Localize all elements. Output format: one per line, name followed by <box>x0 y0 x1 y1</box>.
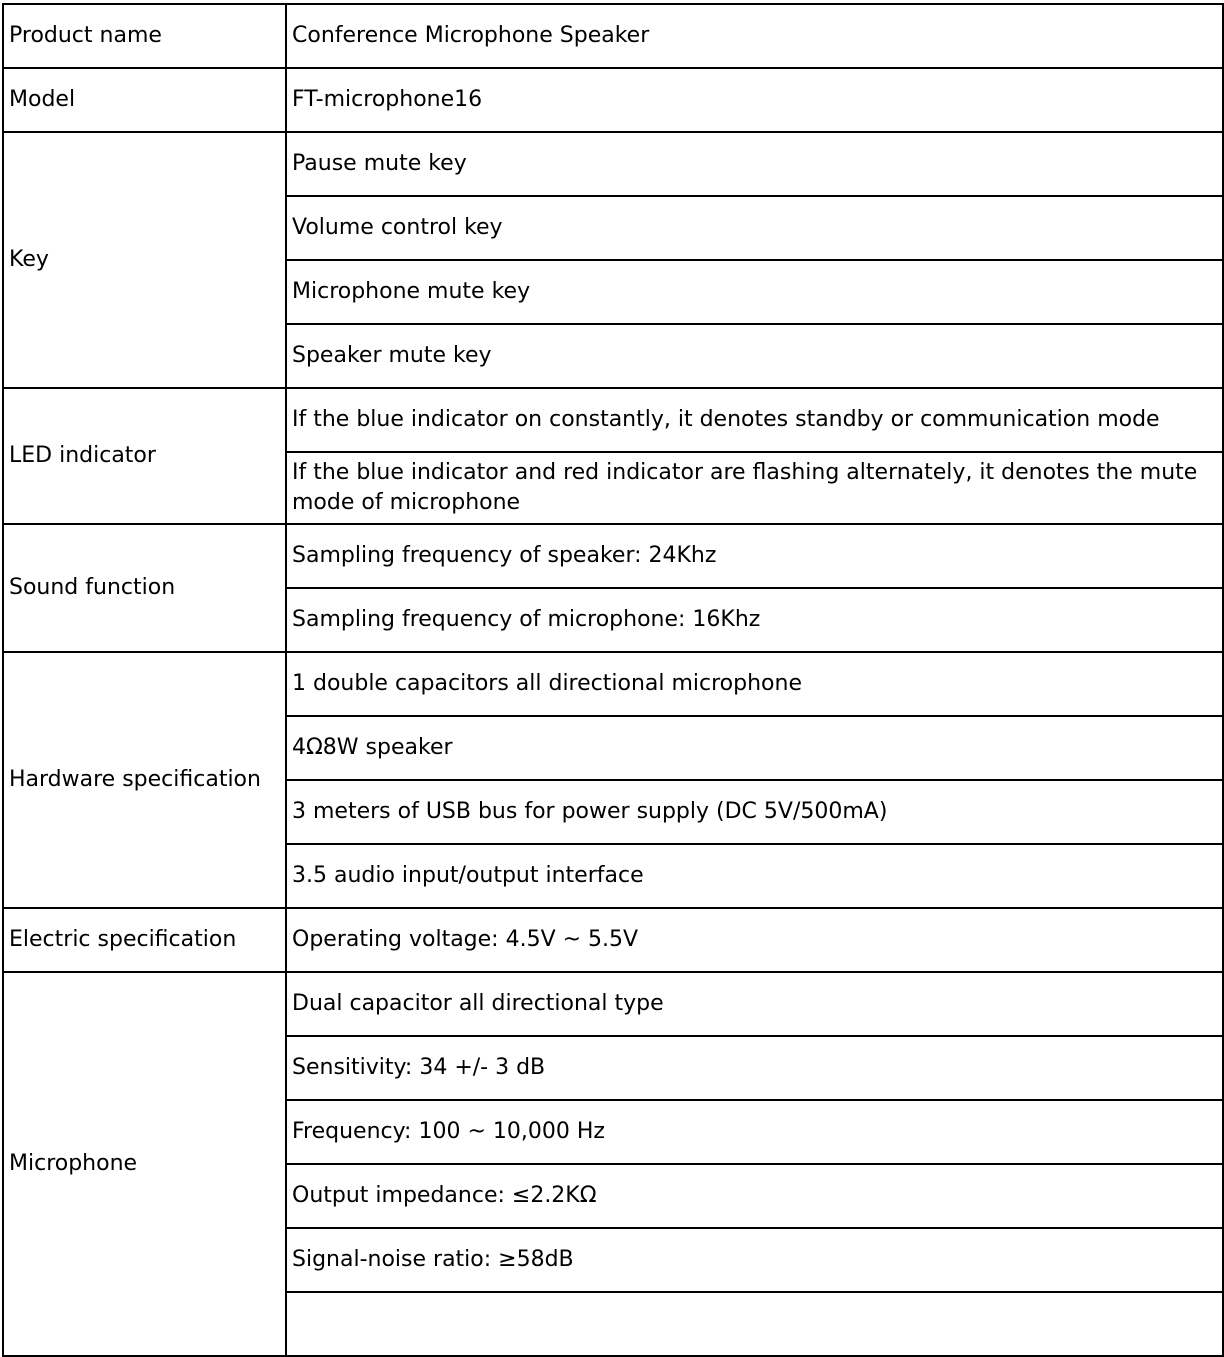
row-label-model: Model <box>3 68 286 132</box>
row-value: 4Ω8W speaker <box>286 716 1223 780</box>
row-value: Operating voltage: 4.5V ~ 5.5V <box>286 908 1223 972</box>
table-row <box>3 68 1223 132</box>
row-label-electric-specification: Electric specification <box>3 908 286 972</box>
row-value: Sampling frequency of microphone: 16Khz <box>286 588 1223 652</box>
row-value: Conference Microphone Speaker <box>286 4 1223 68</box>
row-value: FT-microphone16 <box>286 68 1223 132</box>
row-label-sound-function: Sound function <box>3 524 286 652</box>
row-value: Pause mute key <box>286 132 1223 196</box>
row-value: Signal-noise ratio: ≥58dB <box>286 1228 1223 1292</box>
table-row <box>3 524 1223 588</box>
row-value: 3 meters of USB bus for power supply (DC 5V/500mA) <box>286 780 1223 844</box>
row-value: Volume control key <box>286 196 1223 260</box>
table-row <box>3 652 1223 716</box>
row-value: Dual capacitor all directional type <box>286 972 1223 1036</box>
row-value: Output impedance: ≤2.2KΩ <box>286 1164 1223 1228</box>
row-label-led-indicator: LED indicator <box>3 388 286 524</box>
row-value: Sampling frequency of speaker: 24Khz <box>286 524 1223 588</box>
row-label-hardware-specification: Hardware specification <box>3 652 286 908</box>
row-value: 3.5 audio input/output interface <box>286 844 1223 908</box>
row-value: Frequency: 100 ~ 10,000 Hz <box>286 1100 1223 1164</box>
row-value: If the blue indicator and red indicator are flashing alternately, it denotes the mute mode of microphone <box>286 452 1223 524</box>
row-value <box>286 1292 1223 1356</box>
table-row <box>3 132 1223 196</box>
row-value: Microphone mute key <box>286 260 1223 324</box>
row-value: Sensitivity: 34 +/- 3 dB <box>286 1036 1223 1100</box>
row-label-microphone: Microphone <box>3 972 286 1356</box>
row-value: Speaker mute key <box>286 324 1223 388</box>
row-label-product-name: Product name <box>3 4 286 68</box>
specification-table <box>2 3 1224 1357</box>
table-row <box>3 388 1223 452</box>
table-row <box>3 908 1223 972</box>
table-row <box>3 972 1223 1036</box>
row-value: 1 double capacitors all directional microphone <box>286 652 1223 716</box>
table-row <box>3 4 1223 68</box>
row-value: If the blue indicator on constantly, it denotes standby or communication mode <box>286 388 1223 452</box>
row-label-key: Key <box>3 132 286 388</box>
